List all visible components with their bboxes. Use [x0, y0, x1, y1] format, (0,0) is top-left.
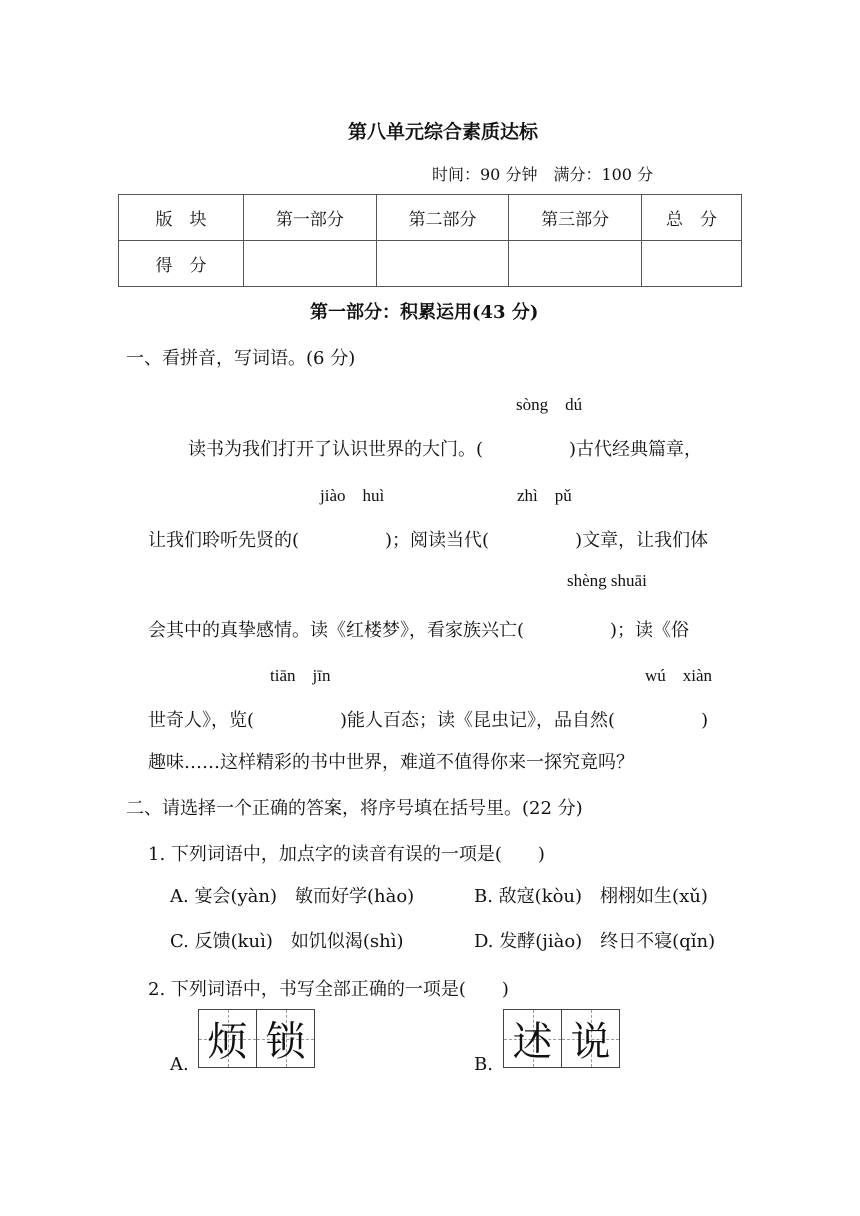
pinyin: zhì pǔ	[517, 486, 572, 505]
text: )；阅读当代(	[385, 530, 490, 551]
q2-item-1: 1. 下列词语中，加点字的读音有误的一项是( )	[148, 844, 545, 865]
part1-heading: 第一部分：积累运用(43 分)	[310, 302, 539, 323]
score-table	[118, 194, 742, 287]
pinyin: shèng shuāi	[567, 571, 647, 590]
text: )文章，让我们体	[575, 530, 709, 551]
pinyin: sòng dú	[516, 395, 583, 414]
text: 让我们聆听先贤的(	[148, 530, 300, 551]
q1-line-4	[148, 706, 708, 732]
text: )能人百态；读《昆虫记》，品自然(	[340, 710, 616, 731]
char-grid-b	[503, 1009, 620, 1068]
option-c[interactable]: C. 反馈(kuì) 如饥似渴(shì)	[170, 931, 404, 952]
table-cell: 得 分	[119, 241, 244, 287]
text: 世奇人》，览(	[148, 710, 255, 731]
char-grid-a	[198, 1009, 315, 1068]
text: )；读《俗	[610, 620, 690, 641]
q2-item-2: 2. 下列词语中，书写全部正确的一项是( )	[148, 979, 509, 1000]
option-a-label[interactable]: A.	[170, 1054, 189, 1075]
table-cell: 总 分	[641, 195, 741, 241]
table-cell: 版 块	[119, 195, 244, 241]
q2-heading: 二、请选择一个正确的答案，将序号填在括号里。(22 分)	[126, 798, 583, 819]
text: 读书为我们打开了认识世界的大门。(	[188, 439, 484, 460]
exam-meta: 时间：90 分钟 满分：100 分	[432, 165, 654, 184]
text: )古代经典篇章，	[569, 439, 703, 460]
q1-line-1	[188, 435, 702, 461]
score-input-cell[interactable]	[244, 241, 377, 287]
option-b-label[interactable]: B.	[474, 1054, 493, 1075]
option-a[interactable]: A. 宴会(yàn) 敏而好学(hào)	[170, 886, 415, 907]
q1-heading: 一、看拼音，写词语。(6 分)	[126, 348, 356, 369]
pinyin: jiào huì	[320, 486, 385, 505]
table-cell: 第二部分	[376, 195, 509, 241]
table-row	[119, 195, 742, 241]
q1-line-2	[148, 526, 708, 552]
q1-line-5: 趣味……这样精彩的书中世界，难道不值得你来一探究竟吗？	[148, 752, 634, 773]
score-input-cell[interactable]	[509, 241, 642, 287]
text: 会其中的真挚感情。读《红楼梦》，看家族兴亡(	[148, 620, 525, 641]
char-cell: 说	[562, 1010, 619, 1067]
q1-line-3	[148, 616, 689, 642]
score-input-cell[interactable]	[641, 241, 741, 287]
table-cell: 第一部分	[244, 195, 377, 241]
text: )	[701, 710, 709, 731]
table-cell: 第三部分	[509, 195, 642, 241]
option-d[interactable]: D. 发酵(jiào) 终日不寝(qǐn)	[474, 931, 716, 952]
page-title: 第八单元综合素质达标	[348, 121, 539, 143]
char-cell: 锁	[257, 1010, 314, 1067]
table-row	[119, 241, 742, 287]
score-input-cell[interactable]	[376, 241, 509, 287]
char-cell: 烦	[199, 1010, 257, 1067]
char-cell: 述	[504, 1010, 562, 1067]
pinyin: tiān jīn	[270, 666, 331, 685]
option-b[interactable]: B. 敌寇(kòu) 栩栩如生(xǔ)	[474, 886, 708, 907]
pinyin: wú xiàn	[645, 666, 713, 685]
